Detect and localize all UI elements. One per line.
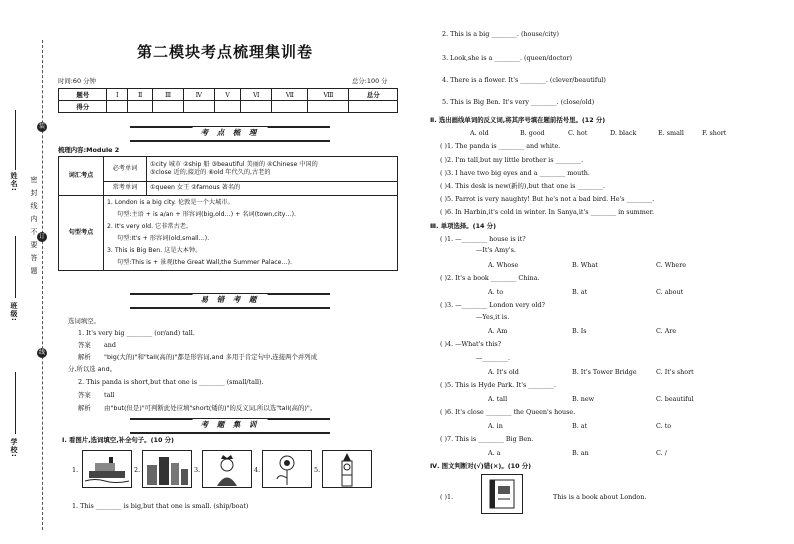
score-header-row (59, 89, 398, 101)
binding-line (42, 40, 43, 530)
picture-question-1: 1. This ________ is big,but that one is small. (ship/boat) (72, 502, 249, 510)
must-label: 必考单词 (104, 157, 147, 182)
score-cell: Ⅱ (127, 89, 152, 101)
binding-circle: 线 (38, 349, 45, 356)
clock-tower-icon (323, 451, 371, 487)
section-2-title: Ⅱ. 选出画线单词的反义词,将其序号填在题前括号里。(12 分) (430, 116, 606, 124)
answer-2: tall (104, 391, 115, 399)
vocab-label: 词汇考点 (59, 157, 104, 196)
antonym-item: ( )1. The panda is ________ and white. (440, 142, 561, 150)
mc-option[interactable]: C. Are (656, 327, 677, 335)
flower-picture (262, 450, 312, 488)
ship-picture (82, 450, 132, 488)
score-input[interactable] (214, 101, 240, 113)
explanation-label: 解析 (78, 404, 91, 412)
answer-1: and (104, 341, 117, 349)
score-input[interactable] (308, 101, 349, 113)
ship-icon (83, 451, 131, 487)
mc-question: ( )3. —________ London very old? (440, 301, 545, 309)
mc-response: —Yes,it is. (476, 313, 510, 321)
mc-question: ( )4. —What's this? (440, 340, 502, 348)
antonym-item: ( )2. I'm tall,but my little brother is ________. (440, 156, 584, 164)
class-field[interactable] (15, 236, 16, 298)
fill-question-3: 3. Look,she is a ________. (queen/doctor) (442, 54, 573, 62)
score-input[interactable] (272, 101, 308, 113)
mc-option[interactable]: A. Whose (488, 261, 519, 269)
error-question-2: 2. This panda is short,but that one is ________ (small/tall). (78, 378, 264, 386)
score-table (58, 88, 398, 113)
common-words: ①queen 女王 ②famous 著名的 (147, 182, 398, 196)
pic-number: 4. (254, 466, 261, 474)
mc-option[interactable]: A. tall (488, 395, 508, 403)
score-cell: 题号 (59, 89, 107, 101)
score-cell: 得分 (59, 101, 107, 113)
section-4-title: Ⅳ. 图文判断对(√)错(×)。(10 分) (430, 462, 532, 470)
score-input[interactable] (241, 101, 272, 113)
explanation-label: 解析 (78, 353, 91, 361)
section-banner: 易 错 考 题 (130, 293, 330, 309)
must-words: ①city 城市 ②ship 船 ③beautiful 美丽的 ④Chinese 中国的 ⑤close 近的,接近的 ⑥old 年代久的,古老的 (147, 157, 398, 182)
sentence-label: 句型考点 (59, 196, 104, 271)
mc-option[interactable]: A. Am (488, 327, 508, 335)
mc-option[interactable]: C. It's short (656, 368, 694, 376)
mc-option[interactable]: C. about (656, 288, 684, 296)
score-cell: Ⅲ (153, 89, 183, 101)
mc-option[interactable]: C. to (656, 422, 672, 430)
mc-response: —It's Amy's. (476, 246, 516, 254)
section-1-title: Ⅰ. 看图片,选词填空,补全句子。(10 分) (62, 436, 174, 444)
book-picture (481, 474, 523, 514)
mc-option[interactable]: C. / (656, 449, 667, 457)
pic-number: 1. (72, 466, 79, 474)
mc-question: ( )7. This is ________ Big Ben. (440, 435, 534, 443)
score-input[interactable] (349, 101, 398, 113)
score-input[interactable] (107, 101, 128, 113)
explanation-1: "big(大的)"和"tall(高的)"都是形容词,and 多用于肯定句中,连接两个并列成 (104, 353, 318, 361)
queen-icon (203, 451, 251, 487)
seal-text: 密封线内不要答题 (30, 176, 38, 280)
mc-option[interactable]: C. Where (656, 261, 687, 269)
error-question-1: 1. It's very big ________ (or/and) tall. (78, 329, 195, 337)
score-cell: 总分 (349, 89, 398, 101)
flower-icon (263, 451, 311, 487)
score-input[interactable] (153, 101, 183, 113)
score-cell: Ⅵ (241, 89, 272, 101)
fill-question-5: 5. This is Big Ben. It's very ________. (close/old) (442, 98, 595, 106)
total-score: 总分:100 分 (352, 77, 388, 85)
answer-label: 答案 (78, 341, 91, 349)
antonym-item: ( )6. In Harbin,it's cold in winter. In Sanya,it's ________ in summer. (440, 208, 654, 216)
score-cell: Ⅴ (214, 89, 240, 101)
common-label: 常考单词 (104, 182, 147, 196)
score-cell: Ⅳ (183, 89, 214, 101)
mc-option[interactable]: C. beautiful (656, 395, 694, 403)
section-banner: 考 点 梳 理 (130, 126, 330, 142)
fill-question-4: 4. There is a flower. It's ________. (clever/beautiful) (442, 76, 606, 84)
score-cell: Ⅰ (107, 89, 128, 101)
class-label: 班级: (10, 302, 18, 322)
mc-option[interactable]: B. What (572, 261, 598, 269)
score-value-row (59, 101, 398, 113)
mc-option[interactable]: B. an (572, 449, 589, 457)
answer-label: 答案 (78, 391, 91, 399)
mc-response: —________. (476, 354, 510, 362)
pic-number: 2. (134, 466, 141, 474)
mc-option[interactable]: A. a (488, 449, 501, 457)
mc-option[interactable]: B. new (572, 395, 595, 403)
review-grid (58, 156, 398, 271)
page-title: 第二模块考点梳理集训卷 (136, 43, 313, 61)
score-input[interactable] (183, 101, 214, 113)
judge-question-prefix: ( )1. (440, 493, 454, 501)
pic-number: 5. (314, 466, 321, 474)
big-ben-picture (322, 450, 372, 488)
section-banner: 考 题 集 训 (130, 418, 330, 434)
explanation-2: 由"but(但是)"可判断此处应填"short(矮的)"的反义词,所以选"tall(高的)"。 (104, 404, 317, 412)
mc-option[interactable]: B. at (572, 288, 588, 296)
school-field[interactable] (15, 372, 16, 434)
mc-option[interactable]: A. to (488, 288, 504, 296)
school-label: 学校: (10, 438, 18, 458)
mc-question: ( )5. This is Hyde Park. It's ________. (440, 381, 556, 389)
fill-question-2: 2. This is a big ________. (house/city) (442, 30, 560, 38)
queen-picture (202, 450, 252, 488)
mc-option[interactable]: B. It's Tower Bridge (572, 368, 637, 376)
error-section-title: 选词填空。 (68, 317, 100, 325)
antonym-item: ( )4. This desk is new(新的),but that one is ________. (440, 182, 606, 190)
score-cell: Ⅶ (272, 89, 308, 101)
score-input[interactable] (127, 101, 152, 113)
antonym-item: ( )5. Parrot is very naughty! But he's not a bad bird. He's ________. (440, 195, 655, 203)
mc-option[interactable]: A. It's old (488, 368, 519, 376)
mc-question: ( )6. It's close ________ the Queen's house. (440, 408, 576, 416)
judge-question-text: This is a book about London. (553, 493, 647, 501)
mc-option[interactable]: A. in (488, 422, 503, 430)
mc-option[interactable]: B. at (572, 422, 588, 430)
city-picture (142, 450, 192, 488)
book-icon (482, 475, 522, 513)
explanation-1-cont: 分,所以选 and。 (68, 365, 117, 373)
pic-number: 3. (194, 466, 201, 474)
buildings-icon (143, 451, 191, 487)
score-cell: Ⅷ (308, 89, 349, 101)
mc-option[interactable]: B. Is (572, 327, 587, 335)
antonym-item: ( )3. I have two big eyes and a ________ mouth. (440, 169, 590, 177)
sentence-patterns: 1. London is a big city. 伦敦是一个大城市。 句型:主语 + is a/an + 形容词(big,old…) + 名词(town,city…). 2. It's very old. 它非常古老。 句型:It's + 形容词(old,small…). 3. This is Big Ben. 这是大本钟。 句型:This is + 景观(the Great Wall,the Summer Palace…). (104, 196, 398, 271)
mc-question: ( )1. —________ house is it? (440, 235, 526, 243)
name-field[interactable] (15, 110, 16, 170)
section-3-title: Ⅲ. 单项选择。(14 分) (430, 222, 496, 230)
name-label: 姓名: (10, 172, 18, 192)
binding-circle: 装 (38, 123, 45, 130)
module-label: 梳理内容:Module 2 (58, 146, 120, 154)
mc-question: ( )2. It's a book ________ China. (440, 274, 540, 282)
binding-circle: 订 (38, 233, 45, 240)
time-limit: 时间:60 分钟 (58, 77, 96, 85)
